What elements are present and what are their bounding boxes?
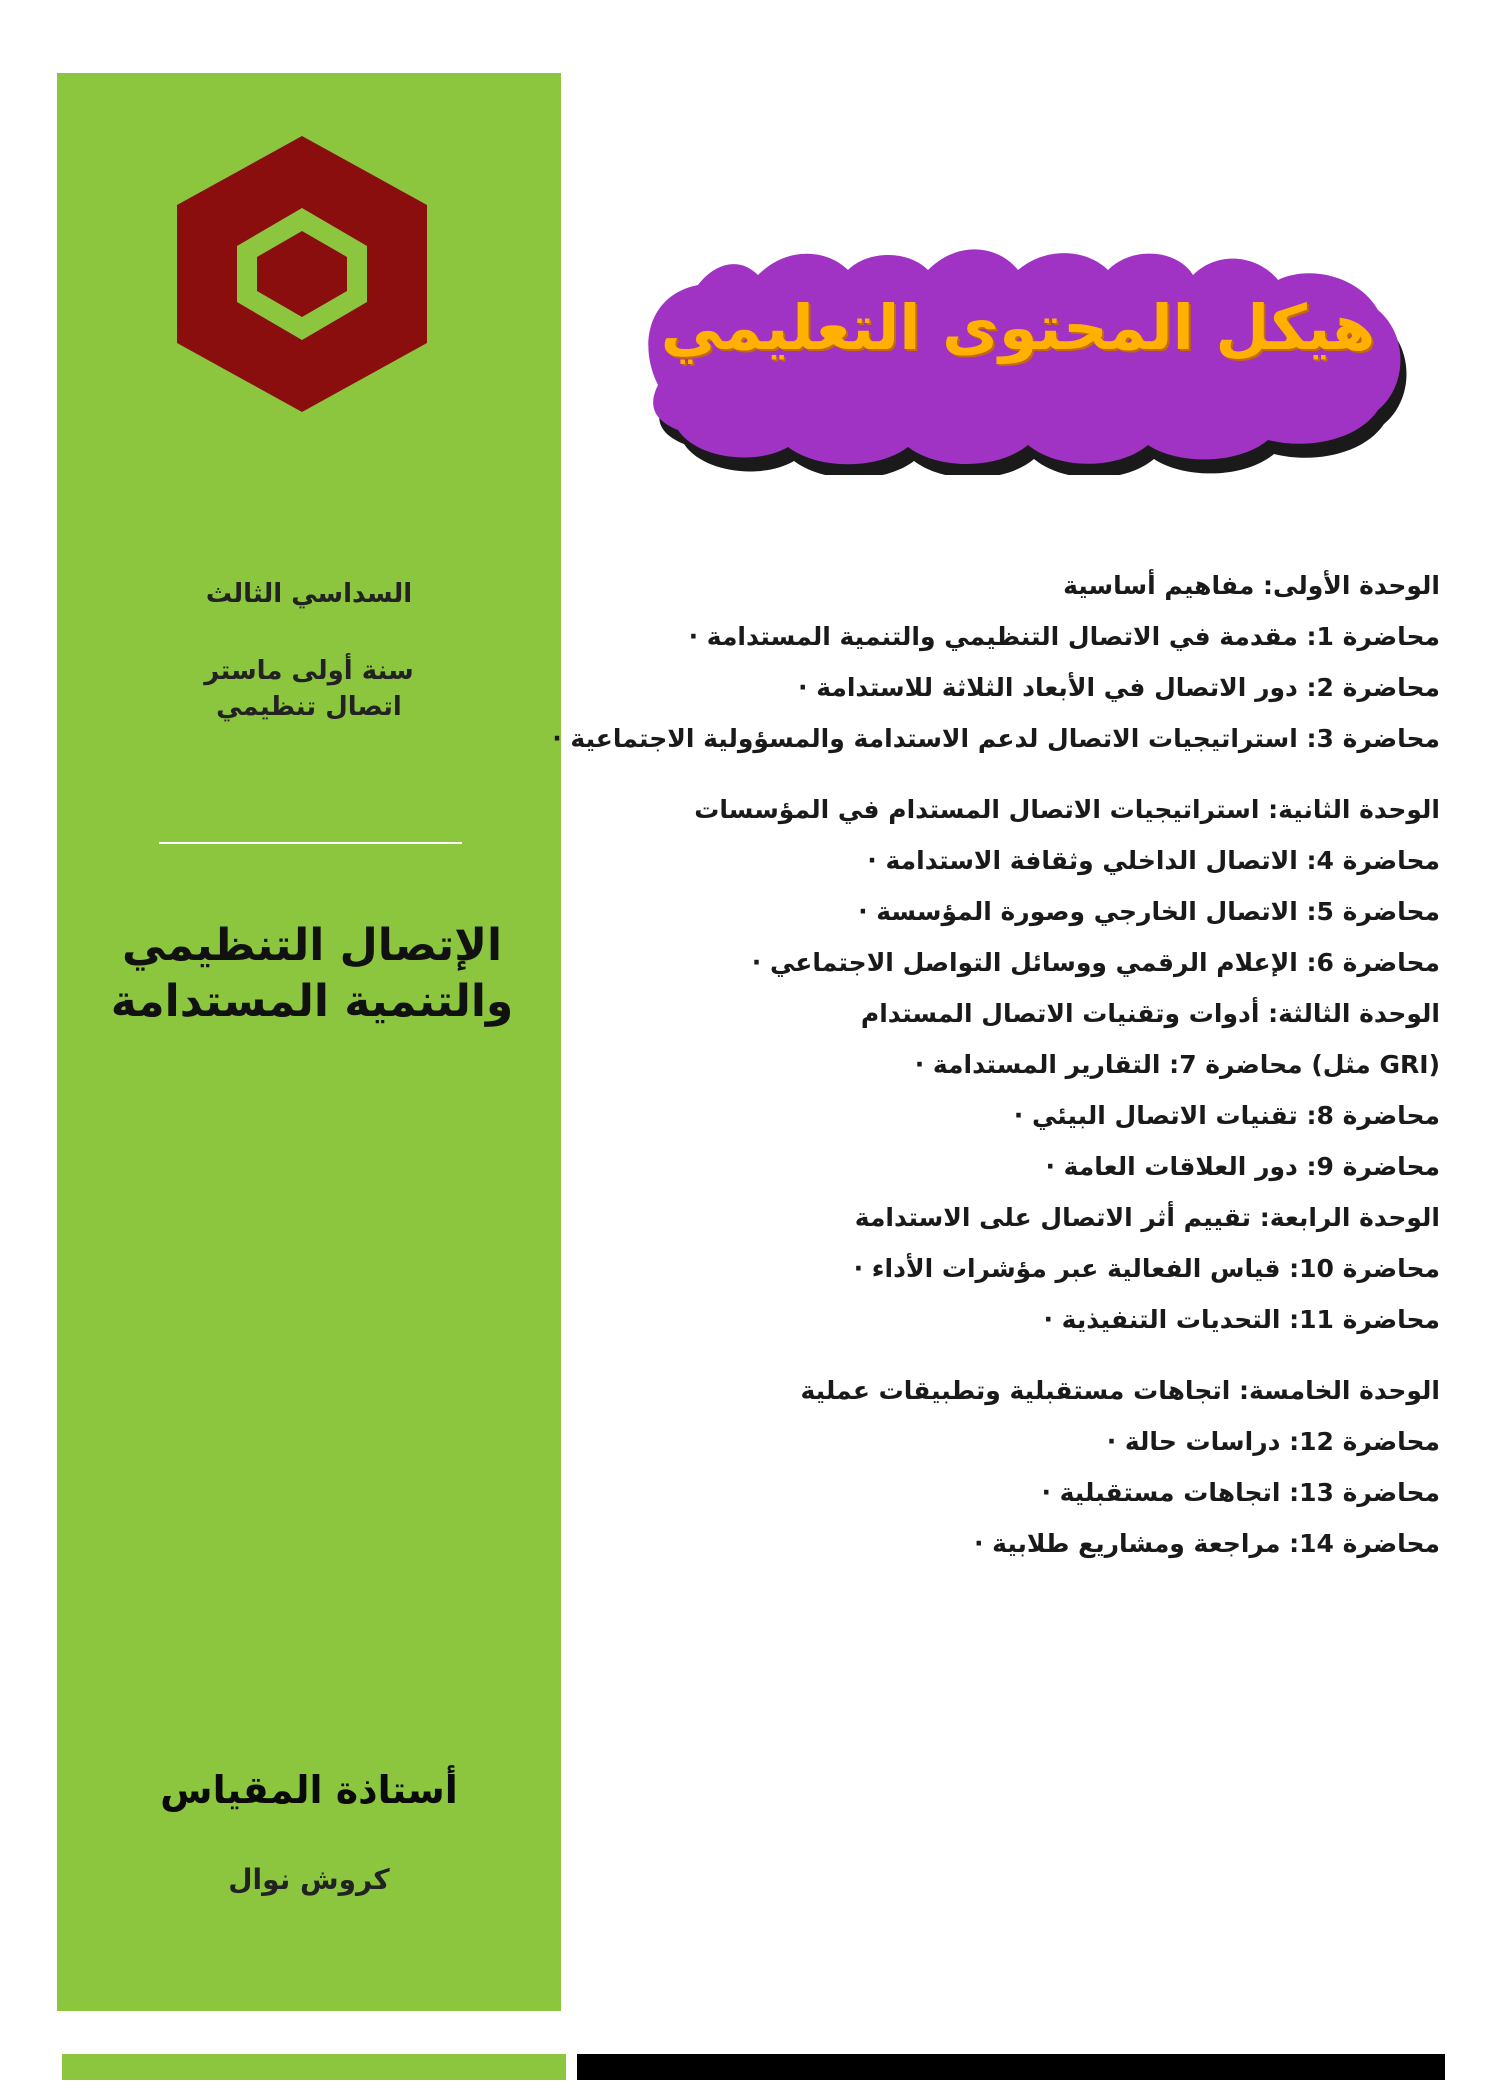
teacher-name: كروش نوال xyxy=(228,1863,390,1896)
course-title-line-2: والتنمية المستدامة xyxy=(110,976,514,1027)
outline-lecture: محاضرة 5: الاتصال الخارجي وصورة المؤسسة · xyxy=(858,897,1440,926)
outline-unit: الوحدة الأولى: مفاهيم أساسية xyxy=(1063,571,1440,600)
hexagon-logo-icon xyxy=(177,136,427,412)
outline-lecture: محاضرة 13: اتجاهات مستقبلية · xyxy=(1041,1478,1440,1507)
outline-lecture: محاضرة 14: مراجعة ومشاريع طلابية · xyxy=(973,1529,1440,1558)
content-outline xyxy=(552,560,1440,1569)
outline-unit: الوحدة الثانية: استراتيجيات الاتصال المستدام في المؤسسات xyxy=(694,795,1440,824)
outline-lecture: محاضرة 11: التحديات التنفيذية · xyxy=(1043,1305,1440,1334)
outline-lecture: محاضرة 9: دور العلاقات العامة · xyxy=(1045,1152,1440,1181)
page-title-banner xyxy=(618,225,1418,475)
spacer xyxy=(560,1345,1440,1365)
course-title-line-1: الإتصال التنظيمي xyxy=(121,920,503,971)
outline-lecture: محاضرة 1: مقدمة في الاتصال التنظيمي والتنمية المستدامة · xyxy=(688,622,1440,651)
semester-label: السداسي الثالث xyxy=(205,579,413,609)
footer-bar-black xyxy=(577,2054,1445,2080)
level-label xyxy=(57,653,561,725)
course-title xyxy=(77,918,547,1030)
outline-lecture: محاضرة 4: الاتصال الداخلي وثقافة الاستدامة · xyxy=(867,846,1440,875)
footer-bar-green xyxy=(62,2054,566,2080)
sidebar-panel xyxy=(57,73,561,2011)
outline-lecture: محاضرة 8: تقنيات الاتصال البيئي · xyxy=(1013,1101,1440,1130)
outline-lecture: محاضرة 3: استراتيجيات الاتصال لدعم الاستدامة والمسؤولية الاجتماعية · xyxy=(552,724,1440,753)
outline-unit: الوحدة الرابعة: تقييم أثر الاتصال على الاستدامة xyxy=(854,1203,1440,1232)
outline-lecture: (GRI مثل) محاضرة 7: التقارير المستدامة · xyxy=(914,1050,1440,1079)
spacer xyxy=(560,764,1440,784)
outline-lecture: محاضرة 2: دور الاتصال في الأبعاد الثلاثة للاستدامة · xyxy=(798,673,1440,702)
outline-lecture: محاضرة 10: قياس الفعالية عبر مؤشرات الأداء · xyxy=(853,1254,1440,1283)
outline-lecture: محاضرة 12: دراسات حالة · xyxy=(1106,1427,1440,1456)
outline-unit: الوحدة الخامسة: اتجاهات مستقبلية وتطبيقات عملية xyxy=(800,1376,1440,1405)
page-title: هيكل المحتوى التعليمي xyxy=(660,291,1376,364)
outline-lecture: محاضرة 6: الإعلام الرقمي ووسائل التواصل الاجتماعي · xyxy=(751,948,1440,977)
outline-unit: الوحدة الثالثة: أدوات وتقنيات الاتصال المستدام xyxy=(860,999,1440,1028)
level-line-1: سنة أولى ماستر xyxy=(204,656,414,686)
sidebar-divider xyxy=(159,842,462,844)
teacher-label: أستاذة المقياس xyxy=(160,1768,458,1812)
level-line-2: اتصال تنظيمي xyxy=(216,692,402,722)
